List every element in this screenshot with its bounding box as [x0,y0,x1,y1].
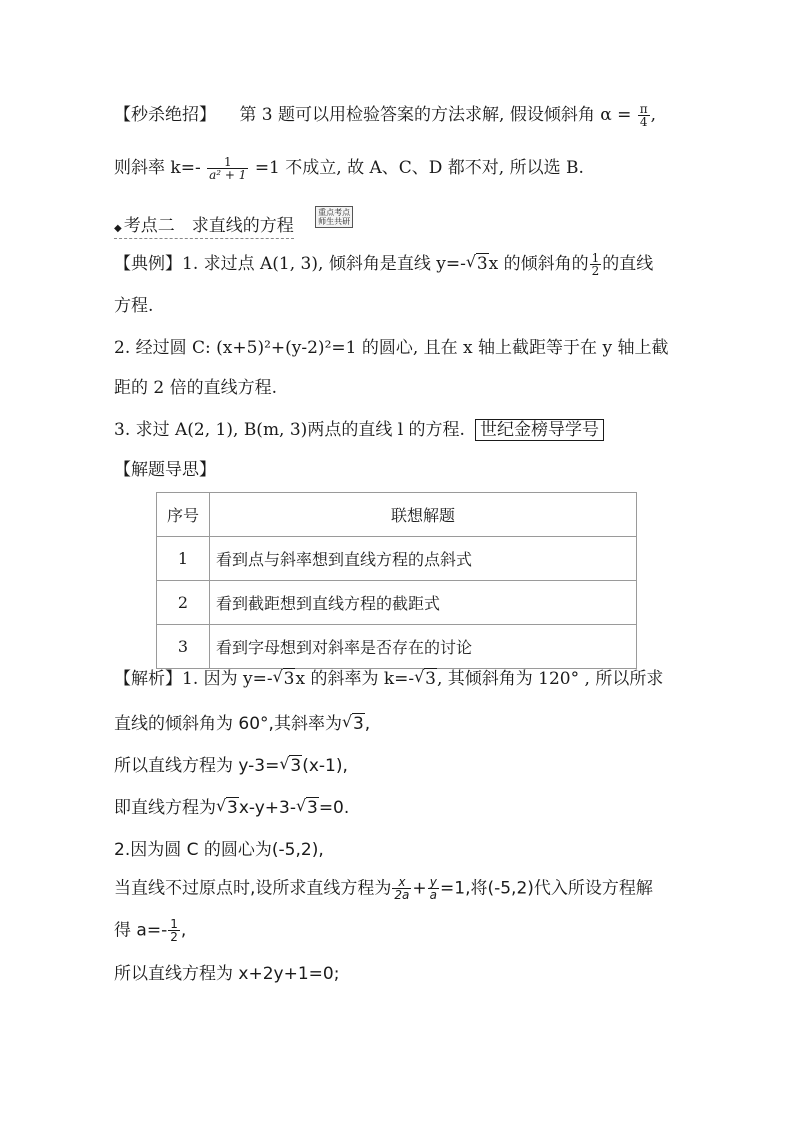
sqrt-symbol: √ 3 [295,796,318,818]
solution-line-7: 得 a=- $\frac{1}{2}$ , [114,917,187,944]
solution-line-6: 当直线不过原点时,设所求直线方程为 $\frac{x}{2a}$ + $\frac{y}{a}$ =1,将(-5,2)代入所设方程解 [114,875,653,902]
example-line-1: 【典例】1. 求过点 A(1, 3), 倾斜角是直线 y=- √ 3x 的倾斜角的 $\frac{1}{2}$ 的直线 [114,251,654,278]
tip-text-1: 第 3 题可以用检验答案的方法求解, 假设倾斜角 α = [239,105,632,125]
example-line-2: 方程. [114,296,154,316]
table-row: 1 看到点与斜率想到直线方程的点斜式 [157,537,637,581]
table-row: 3 看到字母想到对斜率是否存在的讨论 [157,625,637,669]
example-label: 【典例】 [114,254,182,274]
slope-fraction: $\frac{1}{\text{a² + 1}}$ [209,155,247,182]
section-badge: 重点考点 师生共研 [315,206,353,228]
solution-line-2: 直线的倾斜角为 60°,其斜率为 √ 3, [114,712,371,734]
sqrt-symbol: √ 3 [279,754,302,776]
y-over-a-fraction: $\frac{y}{a}$ [429,875,438,902]
table-row: 2 看到截距想到直线方程的截距式 [157,581,637,625]
sqrt-symbol: √ 3 [216,796,238,818]
header-content: 联想解题 [210,493,637,537]
x-over-2a-fraction: $\frac{x}{2a}$ [394,875,410,902]
solution-line-1: 【解析】1. 因为 y=- √ 3x 的斜率为 k=- √ 3, 其倾斜角为 120° , 所以所求 [114,667,664,689]
section-title: 考点二 求直线的方程 [123,216,294,236]
tip-text-2a: 则斜率 k=- [114,158,201,178]
alpha-fraction: $\frac{\pi}{4}$ [639,102,648,129]
tip-line-2 [114,156,584,181]
solution-line-5: 2.因为圆 C 的圆心为(-5,2), [114,840,324,860]
header-index: 序号 [157,493,210,537]
sqrt-symbol: √ 3 [465,252,488,274]
example-line-5: 3. 求过 A(2, 1), B(m, 3)两点的直线 l 的方程. 世纪金榜导学号 [114,418,604,442]
section-heading [114,208,353,241]
tip-line-1: 【秒杀绝招】 第 3 题可以用检验答案的方法求解, 假设倾斜角 α = $\frac{\pi}{4}$ , [114,102,657,129]
half-fraction: $\frac{1}{2}$ [170,917,178,944]
guide-table [156,492,637,669]
table-header [157,493,637,537]
diamond-icon: ◆ [114,223,122,234]
solution-line-3: 所以直线方程为 y-3= √ 3(x-1), [114,754,348,776]
solution-line-8: 所以直线方程为 x+2y+1=0; [114,964,340,984]
tip-label: 【秒杀绝招】 [114,105,216,125]
sqrt-symbol: √ 3 [341,712,364,734]
half-fraction: $\frac{1}{2}$ [591,251,600,278]
example-line-3: 2. 经过圆 C: (x+5)²+(y-2)²=1 的圆心, 且在 x 轴上截距等于在 y 轴上截 [114,338,669,358]
solution-line-4: 即直线方程为 √ 3x-y+3- √ 3=0. [114,796,350,818]
sqrt-symbol: √ 3 [272,667,295,689]
guide-label: 【解题导思】 [114,460,216,480]
guide-number-box: 世纪金榜导学号 [475,419,604,441]
solution-label: 【解析】 [114,669,182,689]
tip-text-2b: =1 不成立, 故 A、C、D 都不对, 所以选 B. [254,158,584,178]
sqrt-symbol: √ 3 [414,667,436,689]
example-line-4: 距的 2 倍的直线方程. [114,378,278,398]
